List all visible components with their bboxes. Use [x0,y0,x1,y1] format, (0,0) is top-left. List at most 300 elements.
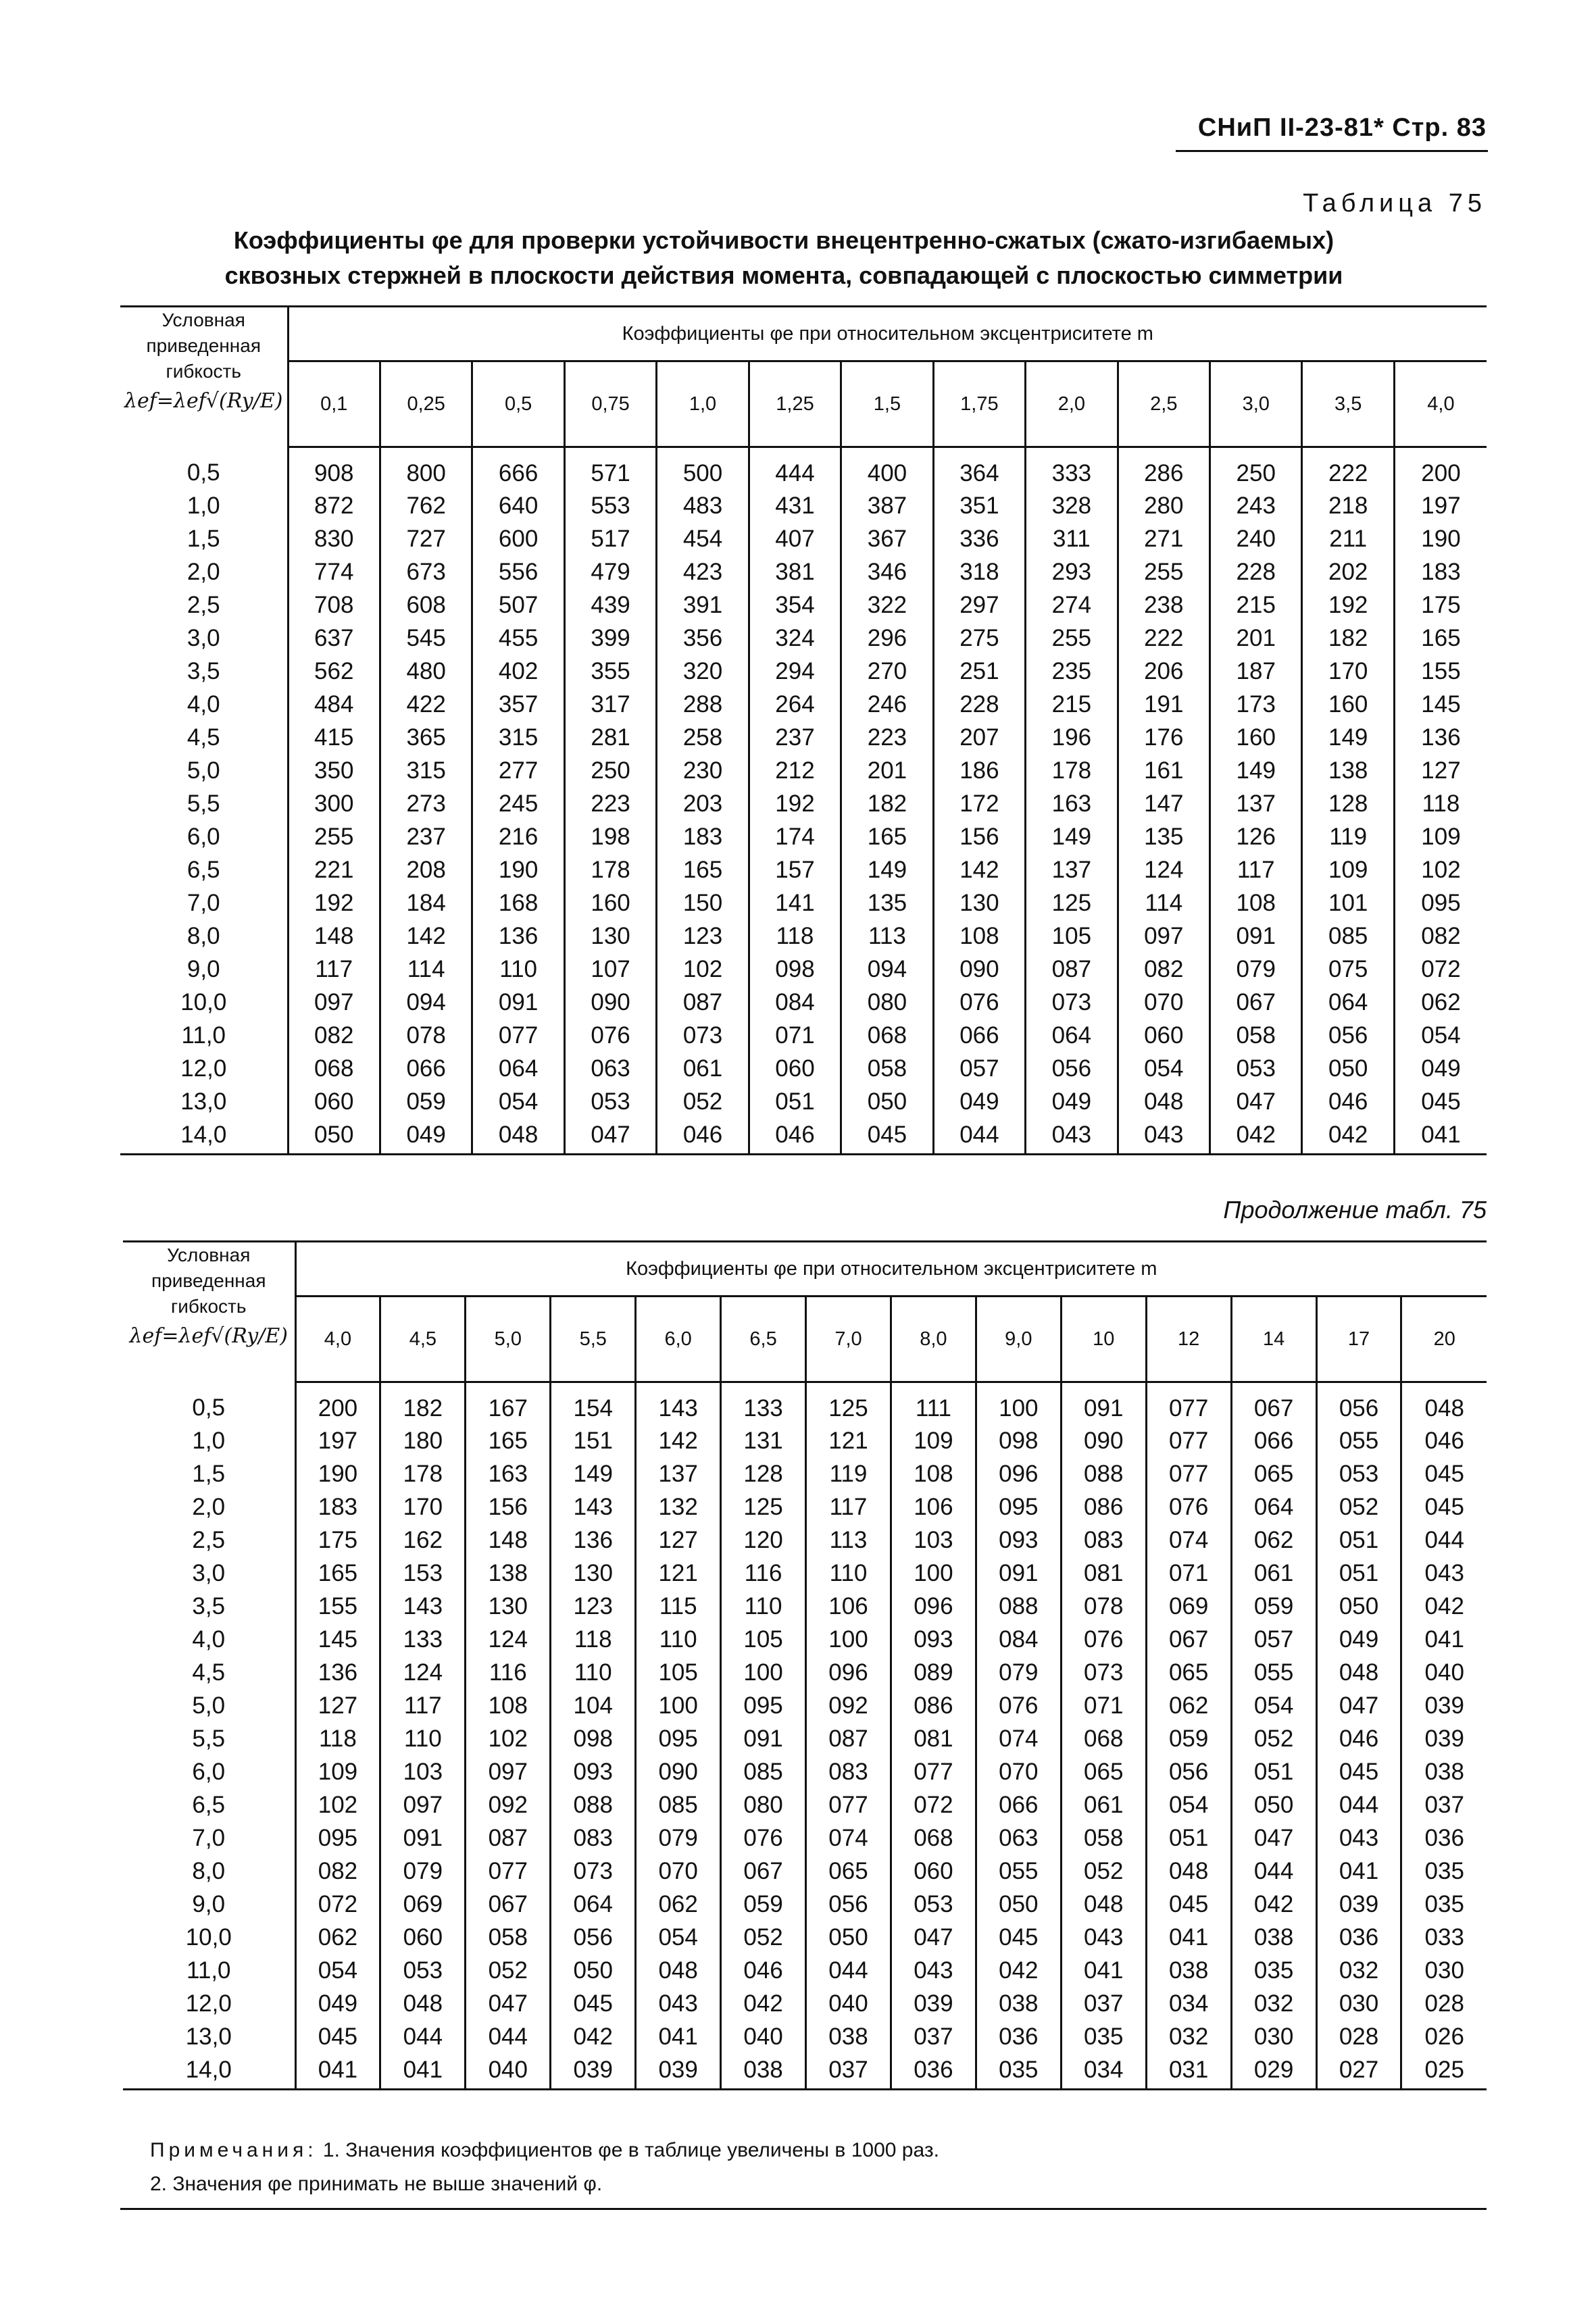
coefficient-cell: 137 [636,1458,721,1491]
coefficient-cell: 128 [721,1458,806,1491]
coefficient-cell: 054 [1118,1053,1210,1086]
coefficient-cell: 350 [314,757,354,784]
coefficient-cell: 038 [721,2054,806,2090]
coefficient-cell: 322 [841,589,933,622]
coefficient-cell: 123 [657,920,749,953]
coefficient-cell: 078 [380,1020,472,1053]
coefficient-cell: 190 [318,1461,358,1487]
coefficient-cell: 336 [933,523,1025,556]
coefficient-cell: 045 [1394,1086,1487,1119]
coefficient-cell: 130 [551,1557,636,1590]
coefficient-cell: 351 [933,490,1025,523]
coefficient-cell: 041 [1394,1119,1487,1155]
coefficient-cell: 147 [1118,788,1210,821]
coefficient-cell: 043 [1118,1119,1210,1155]
eccentricity-m-header: 3,5 [1302,361,1394,447]
coefficient-cell: 149 [841,854,933,887]
lambda-value: 2,5 [123,1524,295,1557]
coefficient-cell: 035 [1231,1955,1316,1988]
coefficient-cell: 039 [891,1988,976,2021]
lambda-value: 3,0 [120,622,288,655]
coefficient-cell: 118 [749,920,841,953]
lambda-column-header [120,307,288,447]
coefficient-cell: 039 [1401,1690,1487,1723]
coefficient-cell: 357 [472,688,564,722]
coefficient-cell: 673 [380,556,472,589]
coefficient-cell: 028 [1316,2021,1401,2054]
eccentricity-m-header: 6,0 [636,1297,721,1382]
coefficient-cell: 162 [380,1524,466,1557]
coefficient-cell: 183 [1394,556,1487,589]
coefficient-cell: 106 [891,1491,976,1524]
coefficient-cell: 296 [841,622,933,655]
table-row [120,589,1487,622]
coefficient-cell: 800 [380,447,472,490]
coefficient-cell: 280 [1118,490,1210,523]
coefficient-cell: 170 [380,1491,466,1524]
lambda-value: 7,0 [120,887,288,920]
coefficient-cell: 058 [466,1921,551,1955]
coefficient-cell: 270 [841,655,933,688]
coefficient-cell: 354 [749,589,841,622]
coefficient-cell: 294 [749,655,841,688]
coefficient-cell: 402 [472,655,564,688]
table-row [120,1020,1487,1053]
coefficient-cell: 275 [933,622,1025,655]
coefficient-cell: 085 [636,1789,721,1822]
coefficient-cell: 102 [318,1792,358,1818]
coefficient-cell: 095 [636,1723,721,1756]
coefficient-cell: 046 [721,1955,806,1988]
eccentricity-m-header: 12 [1146,1297,1231,1382]
coefficient-cell: 145 [318,1626,358,1653]
lambda-value: 0,5 [123,1382,295,1425]
coefficient-cell: 089 [891,1657,976,1690]
coefficient-cell: 061 [1061,1789,1146,1822]
coefficient-cell: 102 [466,1723,551,1756]
coefficient-cell: 076 [564,1020,656,1053]
coefficient-cell: 037 [891,2021,976,2054]
coefficient-cell: 127 [318,1692,358,1719]
coefficient-cell: 090 [933,953,1025,986]
eccentricity-m-header: 0,1 [288,361,380,447]
coefficient-cell: 052 [1061,1855,1146,1888]
coefficient-cell: 064 [472,1053,564,1086]
coefficient-cell: 110 [806,1557,891,1590]
note-2: 2. Значения φe принимать не выше значений φ. [150,2173,603,2195]
eccentricity-m-header: 0,5 [472,361,564,447]
coefficient-cell: 439 [564,589,656,622]
coefficient-cell: 315 [472,722,564,755]
table-row [123,1756,1487,1789]
coefficient-cell: 047 [1210,1086,1302,1119]
coefficient-cell: 041 [1401,1624,1487,1657]
coefficient-cell: 206 [1118,655,1210,688]
notes-lead: Примечания: [150,2139,318,2161]
lambda-column-header [123,1242,295,1382]
lambda-value: 5,5 [120,788,288,821]
coefficient-cell: 381 [749,556,841,589]
coefficient-cell: 037 [1061,1988,1146,2021]
coefficient-cell: 365 [380,722,472,755]
coefficient-cell: 046 [1302,1086,1394,1119]
coefficient-cell: 091 [1061,1382,1146,1425]
coefficient-cell: 110 [636,1624,721,1657]
coefficient-cell: 044 [380,2021,466,2054]
coefficient-cell: 057 [1231,1624,1316,1657]
coefficient-cell: 031 [1146,2054,1231,2090]
coefficient-cell: 060 [1118,1020,1210,1053]
coefficient-cell: 049 [1394,1053,1487,1086]
coefficient-cell: 168 [472,887,564,920]
coefficient-cell: 047 [466,1988,551,2021]
coefficient-cell: 060 [749,1053,841,1086]
coefficient-cell: 132 [636,1491,721,1524]
table-row [123,1657,1487,1690]
coefficient-cell: 048 [380,1988,466,2021]
coefficient-cell: 071 [1061,1690,1146,1723]
eccentricity-m-header: 20 [1401,1297,1487,1382]
coefficient-cell: 074 [976,1723,1061,1756]
coefficient-cell: 036 [891,2054,976,2090]
coefficient-cell: 077 [1146,1458,1231,1491]
coefficient-cell: 049 [1316,1624,1401,1657]
coefficient-cell: 167 [466,1382,551,1425]
lambda-value: 7,0 [123,1822,295,1855]
coefficient-cell: 507 [472,589,564,622]
coefficient-cell: 119 [806,1458,891,1491]
coefficient-cell: 153 [380,1557,466,1590]
eccentricity-group-header: Коэффициенты φe при относительном эксцентриситете m [288,307,1487,361]
coefficient-cell: 154 [551,1382,636,1425]
coefficient-cell: 035 [1401,1888,1487,1921]
coefficient-cell: 055 [1231,1657,1316,1690]
coefficient-cell: 117 [806,1491,891,1524]
eccentricity-m-header: 1,25 [749,361,841,447]
table-row [123,1458,1487,1491]
coefficient-cell: 095 [318,1825,358,1851]
coefficient-cell: 045 [1146,1888,1231,1921]
coefficient-cell: 053 [1316,1458,1401,1491]
coefficient-cell: 246 [841,688,933,722]
coefficient-cell: 077 [1146,1382,1231,1425]
eccentricity-m-header: 3,0 [1210,361,1302,447]
coefficient-cell: 454 [657,523,749,556]
coefficient-cell: 455 [472,622,564,655]
coefficient-cell: 098 [551,1723,636,1756]
coefficient-cell: 136 [318,1659,358,1686]
coefficient-cell: 108 [933,920,1025,953]
table-row [123,1988,1487,2021]
coefficient-cell: 048 [1118,1086,1210,1119]
table-row [123,1624,1487,1657]
coefficient-cell: 103 [891,1524,976,1557]
table-row [123,1921,1487,1955]
lambda-formula: λef=λef√(Ry/E) [129,1324,288,1348]
coefficient-cell: 264 [749,688,841,722]
coefficient-cell: 130 [933,887,1025,920]
coefficient-cell: 075 [1302,953,1394,986]
coefficient-cell: 156 [466,1491,551,1524]
coefficient-cell: 048 [1146,1855,1231,1888]
coefficient-cell: 100 [891,1557,976,1590]
coefficient-cell: 317 [564,688,656,722]
lambda-value: 6,0 [123,1756,295,1789]
coefficient-cell: 035 [976,2054,1061,2090]
coefficient-cell: 090 [564,986,656,1020]
coefficient-cell: 054 [472,1086,564,1119]
eccentricity-m-header: 14 [1231,1297,1316,1382]
coefficient-cell: 100 [806,1624,891,1657]
coefficient-cell: 102 [1394,854,1487,887]
coefficient-cell: 093 [551,1756,636,1789]
coefficient-cell: 088 [551,1789,636,1822]
table-row [123,2054,1487,2090]
coefficient-cell: 065 [1146,1657,1231,1690]
coefficient-cell: 149 [1026,821,1118,854]
coefficient-cell: 123 [551,1590,636,1624]
coefficient-cell: 640 [472,490,564,523]
table-row [120,447,1487,490]
lambda-value: 1,5 [123,1458,295,1491]
coefficient-cell: 043 [1026,1119,1118,1155]
coefficient-cell: 173 [1210,688,1302,722]
coefficient-cell: 096 [891,1590,976,1624]
coefficient-cell: 484 [314,691,354,718]
coefficient-cell: 127 [1394,755,1487,788]
coefficient-cell: 071 [1146,1557,1231,1590]
coefficient-cell: 255 [314,824,354,850]
coefficient-cell: 053 [1210,1053,1302,1086]
coefficient-cell: 281 [564,722,656,755]
coefficient-cell: 300 [314,790,354,817]
coefficient-cell: 032 [1231,1988,1316,2021]
coefficient-cell: 117 [380,1690,466,1723]
coefficient-cell: 161 [1118,755,1210,788]
coefficient-cell: 155 [318,1593,358,1619]
coefficient-cell: 056 [1316,1382,1401,1425]
coefficient-cell: 110 [551,1657,636,1690]
coefficient-cell: 318 [933,556,1025,589]
coefficient-cell: 083 [806,1756,891,1789]
lambda-value: 8,0 [120,920,288,953]
coefficient-cell: 136 [1394,722,1487,755]
coefficient-cell: 030 [1316,1988,1401,2021]
coefficient-cell: 050 [841,1086,933,1119]
lambda-value: 12,0 [120,1053,288,1086]
coefficient-cell: 067 [1210,986,1302,1020]
coefficient-cell: 038 [1401,1756,1487,1789]
coefficient-cell: 054 [318,1957,358,1984]
coefficient-cell: 056 [1026,1053,1118,1086]
coefficient-cell: 053 [891,1888,976,1921]
coefficient-cell: 039 [636,2054,721,2090]
coefficient-cell: 082 [318,1858,358,1884]
coefficient-cell: 133 [721,1382,806,1425]
coefficient-cell: 044 [466,2021,551,2054]
coefficient-cell: 156 [933,821,1025,854]
table-row [123,1822,1487,1855]
coefficient-cell: 391 [657,589,749,622]
coefficient-cell: 108 [466,1690,551,1723]
coefficient-cell: 201 [1210,622,1302,655]
coefficient-cell: 271 [1118,523,1210,556]
coefficient-cell: 118 [319,1726,357,1752]
lambda-header-line-2: приведенная [151,1270,266,1291]
coefficient-cell: 165 [841,821,933,854]
coefficient-cell: 097 [1118,920,1210,953]
bottom-rule [120,2208,1487,2210]
coefficient-cell: 186 [933,755,1025,788]
coefficient-cell: 200 [1394,447,1487,490]
coefficient-cell: 087 [1026,953,1118,986]
eccentricity-m-header: 2,0 [1026,361,1118,447]
table-row [120,854,1487,887]
table-row [120,556,1487,589]
coefficient-cell: 044 [1401,1524,1487,1557]
coefficient-cell: 125 [721,1491,806,1524]
coefficient-cell: 074 [1146,1524,1231,1557]
lambda-value: 11,0 [120,1020,288,1053]
coefficient-cell: 056 [551,1921,636,1955]
lambda-header-line-3: гибкость [166,361,241,382]
coefficient-cell: 517 [564,523,656,556]
coefficient-cell: 277 [472,755,564,788]
coefficient-cell: 047 [891,1921,976,1955]
coefficient-cell: 055 [1316,1425,1401,1458]
notes [150,2134,939,2201]
coefficient-cell: 115 [636,1590,721,1624]
coefficient-cell: 025 [1401,2054,1487,2090]
coefficient-cell: 192 [314,890,354,916]
coefficient-cell: 048 [1316,1657,1401,1690]
coefficient-cell: 070 [1118,986,1210,1020]
coefficient-cell: 148 [466,1524,551,1557]
coefficient-cell: 059 [380,1086,472,1119]
coefficient-cell: 035 [1401,1855,1487,1888]
coefficient-cell: 049 [1026,1086,1118,1119]
coefficient-cell: 067 [1146,1624,1231,1657]
coefficient-cell: 110 [472,953,564,986]
table-row [120,622,1487,655]
coefficient-cell: 073 [551,1855,636,1888]
coefficient-cell: 102 [657,953,749,986]
coefficient-cell: 422 [380,688,472,722]
coefficient-cell: 033 [1401,1921,1487,1955]
coefficient-cell: 035 [1061,2021,1146,2054]
eccentricity-m-header: 4,0 [295,1297,380,1382]
coefficient-cell: 046 [749,1119,841,1155]
coefficient-cell: 143 [551,1491,636,1524]
coefficient-cell: 138 [466,1557,551,1590]
eccentricity-m-header: 1,75 [933,361,1025,447]
coefficient-cell: 182 [380,1382,466,1425]
coefficient-cell: 174 [749,821,841,854]
coefficient-cell: 637 [314,625,354,651]
coefficient-cell: 346 [841,556,933,589]
coefficient-cell: 165 [466,1425,551,1458]
coefficient-cell: 324 [749,622,841,655]
coefficient-cell: 092 [466,1789,551,1822]
coefficient-cell: 109 [891,1425,976,1458]
coefficient-cell: 562 [314,658,354,684]
coefficient-cell: 183 [318,1494,358,1520]
coefficient-cell: 049 [933,1086,1025,1119]
coefficient-cell: 355 [564,655,656,688]
coefficient-cell: 130 [564,920,656,953]
lambda-value: 5,0 [123,1690,295,1723]
table-row [123,2021,1487,2054]
eccentricity-m-header: 4,0 [1394,361,1487,447]
coefficient-cell: 077 [472,1020,564,1053]
coefficient-cell: 051 [1231,1756,1316,1789]
lambda-value: 4,5 [120,722,288,755]
lambda-value: 3,5 [123,1590,295,1624]
coefficient-cell: 218 [1302,490,1394,523]
coefficient-cell: 190 [472,854,564,887]
lambda-header-line-3: гибкость [171,1296,247,1317]
coefficient-cell: 050 [1231,1789,1316,1822]
table-row [120,920,1487,953]
lambda-value: 2,0 [123,1491,295,1524]
coefficient-cell: 067 [1231,1382,1316,1425]
lambda-value: 4,5 [123,1657,295,1690]
coefficient-cell: 084 [976,1624,1061,1657]
coefficient-cell: 070 [976,1756,1061,1789]
coefficient-cell: 407 [749,523,841,556]
coefficient-cell: 908 [314,459,354,486]
coefficient-cell: 556 [472,556,564,589]
coefficient-cell: 057 [933,1053,1025,1086]
table-row [120,986,1487,1020]
coefficient-cell: 423 [657,556,749,589]
coefficient-cell: 039 [551,2054,636,2090]
coefficient-cell: 107 [564,953,656,986]
eccentricity-m-header: 10 [1061,1297,1146,1382]
coefficient-cell: 052 [721,1921,806,1955]
coefficient-cell: 165 [318,1560,358,1586]
coefficient-cell: 250 [564,755,656,788]
coefficient-cell: 050 [976,1888,1061,1921]
coefficient-cell: 118 [1394,788,1487,821]
eccentricity-m-header: 5,5 [551,1297,636,1382]
coefficient-cell: 043 [1061,1921,1146,1955]
coefficient-cell: 200 [318,1394,358,1422]
coefficient-cell: 039 [1401,1723,1487,1756]
coefficient-cell: 052 [1316,1491,1401,1524]
coefficient-cell: 060 [380,1921,466,1955]
coefficient-cell: 084 [749,986,841,1020]
eccentricity-m-header: 5,0 [466,1297,551,1382]
coefficient-cell: 062 [318,1924,358,1951]
coefficient-cell: 059 [1146,1723,1231,1756]
coefficient-cell: 064 [1231,1491,1316,1524]
coefficient-cell: 037 [806,2054,891,2090]
coefficient-cell: 045 [551,1988,636,2021]
coefficient-cell: 064 [551,1888,636,1921]
coefficient-cell: 192 [1302,589,1394,622]
continuation-label: Продолжение табл. 75 [1223,1196,1487,1224]
coefficient-cell: 047 [1316,1690,1401,1723]
coefficient-cell: 045 [1401,1491,1487,1524]
coefficient-cell: 068 [1061,1723,1146,1756]
coefficient-cell: 196 [1026,722,1118,755]
coefficient-cell: 104 [551,1690,636,1723]
coefficient-cell: 116 [721,1557,806,1590]
coefficient-cell: 830 [314,526,354,552]
coefficient-cell: 130 [466,1590,551,1624]
coefficient-cell: 255 [1118,556,1210,589]
